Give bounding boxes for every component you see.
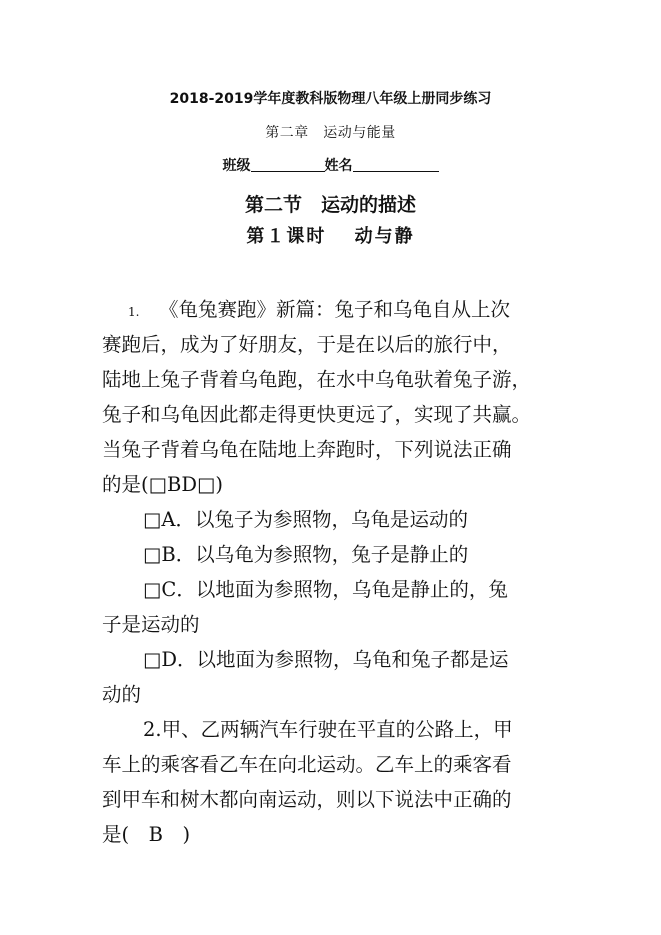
question-1-option-d: □D．以地面为参照物，乌龟和兔子都是运 xyxy=(143,648,509,671)
question-1-option-c-cont: 子是运动的 xyxy=(102,613,200,636)
question-1-line-5: 当兔子背着乌龟在陆地上奔跑时，下列说法正确 xyxy=(102,438,512,461)
question-1-line-3: 陆地上兔子背着乌龟跑，在水中乌龟驮着兔子游， xyxy=(102,368,532,391)
name-blank xyxy=(353,157,439,172)
question-1-line-4: 兔子和乌龟因此都走得更快更远了，实现了共赢。 xyxy=(102,403,532,426)
question-2-line-4: 是( B ) xyxy=(102,823,191,846)
question-2-line-1: 2.甲、乙两辆汽车行驶在平直的公路上，甲 xyxy=(143,718,513,741)
class-label: 班级 xyxy=(222,158,251,174)
name-label: 姓名 xyxy=(324,158,353,174)
class-blank xyxy=(251,157,325,172)
document-title: 2018-2019学年度教科版物理八年级上册同步练习 xyxy=(169,91,492,107)
question-1-line-6: 的是(□BD□) xyxy=(102,473,224,496)
question-2-line-3: 到甲车和树木都向南运动，则以下说法中正确的 xyxy=(102,788,512,811)
question-1-option-b: □B．以乌龟为参照物，兔子是静止的 xyxy=(143,543,469,566)
question-2-line-2: 车上的乘客看乙车在向北运动。乙车上的乘客看 xyxy=(102,753,512,776)
student-info-line xyxy=(0,155,661,175)
question-1-option-a: □A．以兔子为参照物，乌龟是运动的 xyxy=(143,508,469,531)
chapter-title: 第二章 运动与能量 xyxy=(265,125,396,141)
question-1-option-c: □C．以地面为参照物，乌龟是静止的，兔 xyxy=(143,578,508,601)
question-1-number: 1. xyxy=(128,305,140,319)
lesson-title: 第１课时 动与静 xyxy=(246,226,415,247)
question-1-line-2: 赛跑后，成为了好朋友，于是在以后的旅行中， xyxy=(102,333,512,356)
section-title: 第二节 运动的描述 xyxy=(244,194,416,216)
question-1-line-1: 1. 《龟兔赛跑》新篇：兔子和乌龟自从上次 xyxy=(128,298,510,321)
question-1-option-d-cont: 动的 xyxy=(102,683,142,706)
